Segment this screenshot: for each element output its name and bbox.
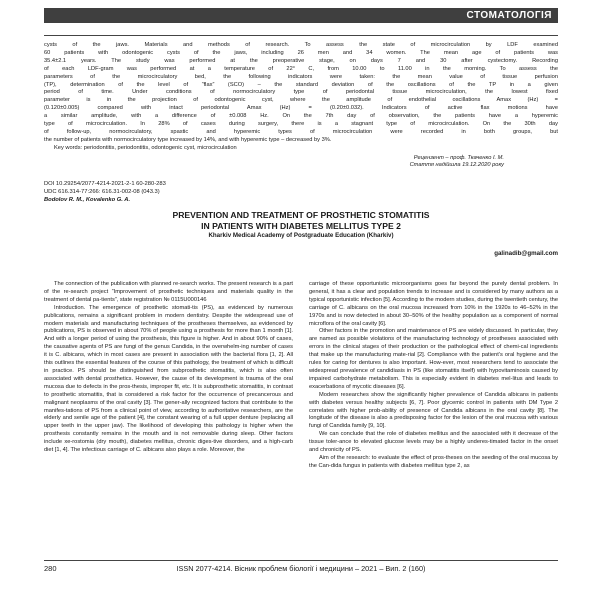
journal-section-title: СТОМАТОЛОГІЯ (466, 10, 552, 21)
author-email[interactable]: galinadib@gmail.com (494, 250, 558, 257)
page-header (44, 8, 558, 42)
abstract-line: parameters of the microcirculatory bed, the following indicators were taken: the mean value of tissue perfusion (44, 73, 558, 80)
article-title-line-2: IN PATIENTS WITH DIABETES MELLITUS TYPE 2 (201, 220, 401, 231)
keywords-line: Key words: periodontitis, periodontitis, odontogenic cyst, microcirculation (54, 144, 237, 151)
abstract-line: (TP), determination of the level of “flax” (SCO) – the standard deviation of the oscillations of the TP in a given (44, 81, 558, 88)
previous-article-tail (44, 42, 558, 170)
abstract-line: type of microcirculation. In 28% of cases during surgery, there is a stagnant type of microcirculation. On the 30th day (44, 121, 558, 128)
body-column-left (44, 281, 293, 455)
abstract-line: period of time. Under conditions of normocirculatory type of periodontal tissue microcirculation, the lowest fixed (44, 89, 558, 96)
abstract-line: cysts of the jaws. Materials and methods of research. To assess the state of microcirculation by LDF examined (44, 42, 558, 48)
udc: UDC 616.314-77:266: 616.31-002-08 (043.3) (44, 188, 160, 195)
abstract-line: 60 patients with odontogenic cysts of the jaws, including 26 men and 34 women. The mean age of patients was (44, 49, 558, 56)
body-paragraph: Introduction. The emergence of prosthetic stomati-tis (PS), as evidenced by numerous publications, remains a significant problem in modern dentistry. Despite the widespread use of modern materials and manufacturing techniques of the prostheses themselves, as evidenced by publications, PS is observed in about 70% of people using a prosthesis for more than 1 month [1]. And with a longer period of using the prosthesis, this figure is higher. And in about 90% of cases, the causative agents of PS are fungi of the genus Candida, in the overwhelm-ing number of cases it is C. albicans, which in most cases are present in association with the bacterial flora [1, 2]. All this outlines the essential features of the course of this pathology, the treatment of which is difficult in practice. PS should be distinguished from subprosthetic stomatitis, which is also often associated with dental prosthetics. However, the cause of its development is trauma of the oral mucosa due to defects in the pros-thesis, improper fit, etc. It is subprosthetic stomatitis, in contrast to prosthetic stomatitis, that is considered a risk factor for the occurrence of precancerous and malignant neoplasms of the oral cavity [3]. The gener-ally recognized factors that contribute to the manifes-tations of PS from a clinical point of view, according to authoritative researchers, are the elderly and senile age of the patient [4], the constant wearing of a full upper denture (replacing all upper teeth in the upper jaw). The likelihood of developing this pathology is higher when the prosthesis constantly remains in the mouth and is not removable during sleep. Other factors include xe-rostomia (dry mouth), diabetes mellitus, chronic diges-tive disorders, and a high-carb diet [1, 4]. The infectious carriage of C. albicans also plays a role. Moreover, the (44, 304, 293, 454)
body-paragraph: Aim of the research: to evaluate the effect of pros-theses on the seeding of the oral mucosa by the Can-dida fungus in patients with diabetes mellitus type 2, as (309, 454, 558, 469)
body-paragraph: carriage of these opportunistic microorganisms goes far beyond the purely dental problem. In general, it has a clear and population trends to increase and is considered by many authors as a typical opportunistic infection [5]. According to the modern studies, during the twentieth century, the carriage of C. albicans on the oral mucosa increased from 10% in the 1920s to 46–52% in the 1970s and is now detected in about 30–50% of the healthy population as a component of normal microflora of the oral cavity [6]. (309, 281, 558, 327)
previous-abstract (44, 42, 558, 145)
page-footer (44, 560, 558, 577)
article-title (44, 210, 558, 231)
abstract-line: 35.4±2.1 years. The study was performed at the preoperative stage, on days 7 and 30 after cystectomy. Recording (44, 57, 558, 64)
page-number: 280 (44, 564, 57, 573)
abstract-line: (0.120±0.005) compared with intact periodontal Amax (Hz) = (0.20±0.032). Indicators of active flax motions have (44, 105, 558, 112)
body-column-right (309, 281, 558, 471)
authors: Bodolov R. M., Kovalenko G. A. (44, 196, 131, 203)
article-title-line-1: PREVENTION AND TREATMENT OF PROSTHETIC STOMATITIS (172, 210, 430, 220)
abstract-line: of each LDF-gram was performed at a temperature of 22° C, from 10.00 to 11.00 in the morning. To assess the (44, 65, 558, 72)
body-paragraph: The connection of the publication with planned re-search works. The present research is a part of the re-search project “Improvement of prosthetic techniques and materials quality in the treatment of dental pa-tients”, state registration № 0115U000146 (44, 281, 293, 303)
footer-journal-info: ISSN 2077-4214. Вісник проблем біології і медицини – 2021 – Вип. 2 (160) (176, 564, 426, 573)
abstract-line: a similar amplitude, with a difference of ±0.008 Hz. On the 7th day of observation, the patients have a hyperemic (44, 113, 558, 120)
abstract-line: the number of patients with normocirculatory type increased by 14%, and with hyperemic type – decreased by 3%. (44, 136, 332, 143)
header-rule (44, 35, 558, 36)
doi: DOI 10.29254/2077-4214-2021-2-1 60-280-283 (44, 181, 166, 187)
body-paragraph: Other factors in the promotion and maintenance of PS are widely discussed. In particular, they are named as possible violations of the manufacturing technology of prostheses associated with errors in the clinical stages of their production or the pathological effect of chemi-cal ingredients that make up the manufacturing mate-rial [2]. Compliance with the patient’s oral hygiene and the rules for caring for dentures is also important. How-ever, most researchers tend to associate the widespread prevalence of candidiasis in PS (like stomatitis itself) with hypovitaminosis caused by impaired carbohydrate metabolism. This is especially evident in diabetes mel-litus and leads to exacerbations of mycotic diseases [6]. (309, 328, 558, 390)
affiliation: Kharkiv Medical Academy of Postgraduate Education (Kharkiv) (208, 232, 394, 239)
abstract-line: of follow-up, normocirculatory, spastic and hyperemic types of microcirculation were recorded in both groups, but (44, 128, 558, 135)
article-metadata (44, 181, 558, 204)
submitted-line: Стаття надійшла 19.12.2020 року (409, 162, 504, 169)
body-paragraph: We can conclude that the role of diabetes mellitus and the associated with it decrease of the tissue toler-ance to elevated glucose levels may be a highly underes-timated factor in the onset and chronicity of PS. (309, 431, 558, 454)
reviewer-line: Рецензент – проф. Ткаченко І. М. (413, 154, 504, 161)
body-paragraph: Modern researches show the significantly higher prevalence of Candida albicans in patients with diabetes versus healthy subjects [6, 7]. Poor glycemic control in patients with DM Type 2 correlates with higher prob-ability of presence of Candida albicans in the oral cavity [8]. The longitude of the disease is also a predisposing factor for the lesion of the oral mucosa with various fungi of Candida family [9, 10]. (309, 391, 558, 430)
abstract-line: parameter is in the projection of odontogenic cyst, where the amplitude of endothelial oscillations Amax (Hz) = (44, 97, 558, 104)
